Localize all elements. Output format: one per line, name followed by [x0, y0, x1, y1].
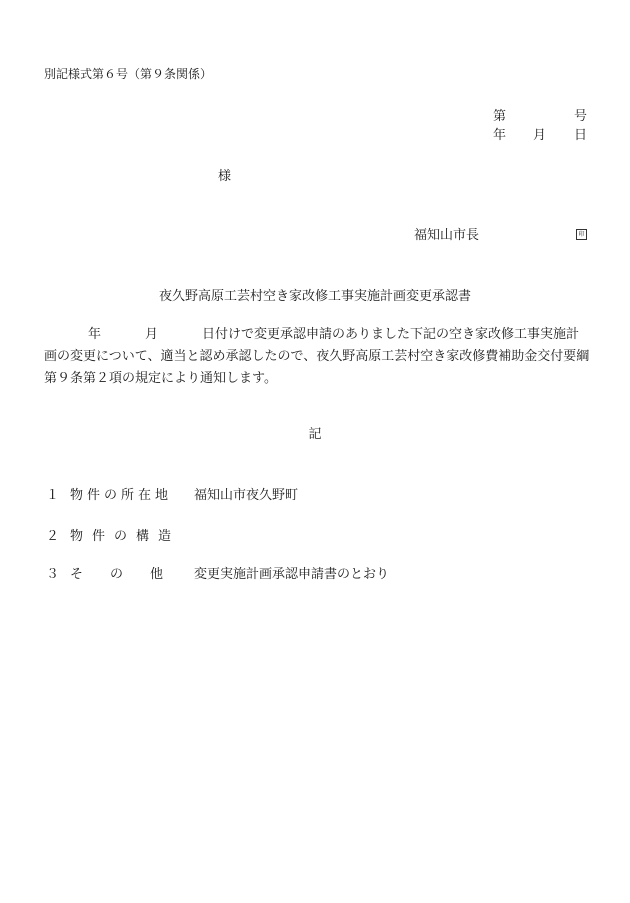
date-year-label: 年 — [493, 128, 507, 143]
date-month-label: 月 — [533, 128, 547, 143]
list-item — [46, 568, 389, 581]
item-number: ３ — [46, 567, 60, 582]
list-item — [46, 489, 298, 502]
item-value: 変更実施計画承認申請書のとおり — [194, 567, 390, 582]
item-value: 福知山市夜久野町 — [194, 488, 299, 503]
seal-mark: 印 — [576, 229, 587, 240]
item-number: ２ — [46, 529, 60, 544]
document-number-prefix: 第 — [493, 109, 507, 124]
item-label: 物件の所在地 — [70, 488, 173, 503]
item-label: その他 — [70, 567, 191, 582]
body-text: 日付けで変更承認申請のありました下記の空き家改修工事実施計画の変更について、適当と認め承認したので、夜久野高原工芸村空き家改修費補助金交付要綱第９条第２項の規定により通知します。 — [44, 327, 590, 386]
document-number-suffix: 号 — [574, 109, 588, 124]
document-title: 夜久野高原工芸村空き家改修工事実施計画変更承認書 — [158, 289, 471, 304]
form-number-label: 別記様式第６号（第９条関係） — [44, 67, 213, 81]
addressee-honorific: 様 — [218, 169, 232, 184]
list-item — [46, 530, 194, 543]
body-paragraph — [44, 324, 592, 390]
item-number: １ — [46, 488, 60, 503]
date-day-label: 日 — [574, 128, 588, 143]
ki-heading: 記 — [308, 427, 322, 442]
body-month-label: 月 — [145, 327, 159, 342]
body-year-label: 年 — [88, 327, 102, 342]
issuer-name: 福知山市長 — [414, 228, 480, 243]
item-label: 物件の構造 — [70, 529, 181, 544]
